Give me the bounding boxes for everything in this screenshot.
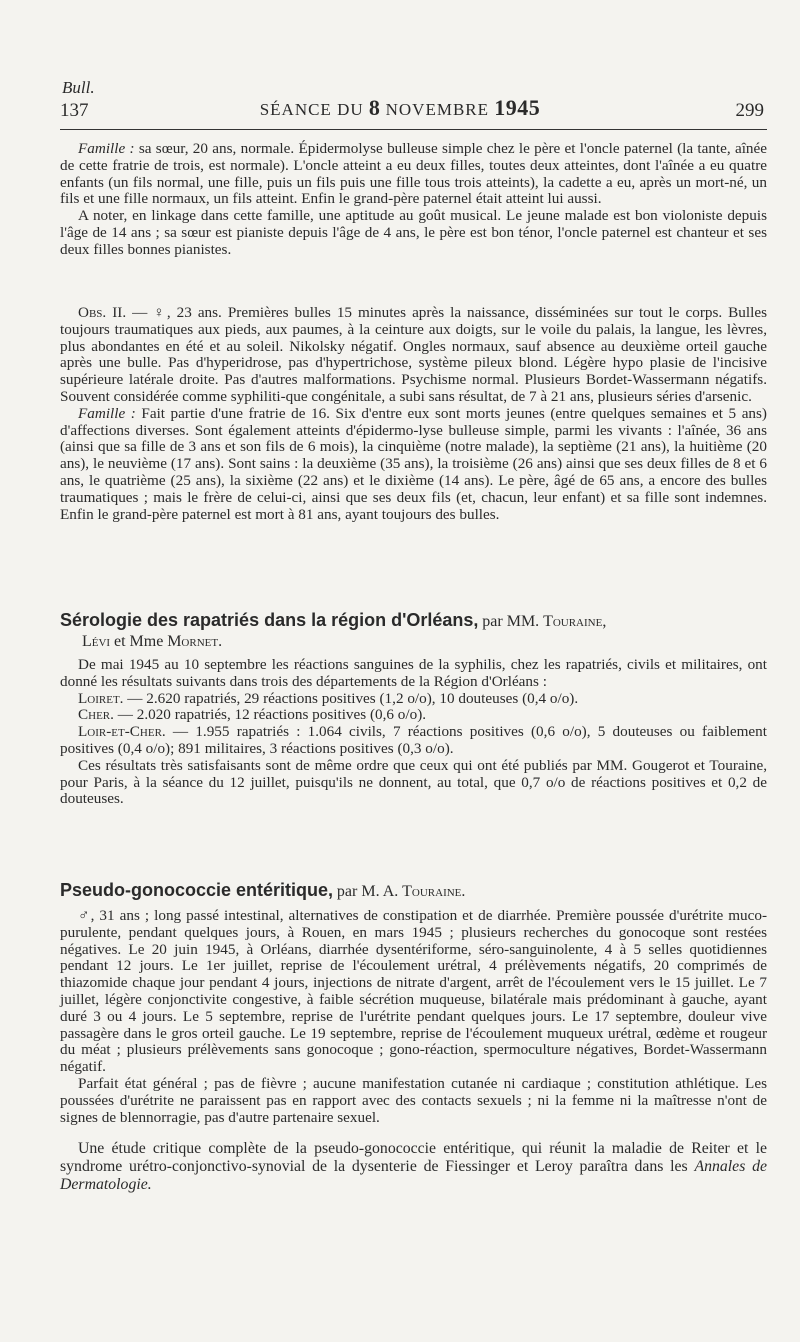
running-header xyxy=(0,96,800,122)
header-seance: SÉANCE DU xyxy=(259,100,364,119)
page-number: 299 xyxy=(735,100,764,121)
header-rule xyxy=(60,129,767,130)
author-touraine: Touraine. xyxy=(402,883,466,900)
cher-label: Cher. xyxy=(78,706,114,724)
case-family-paragraph xyxy=(60,141,767,259)
serologie-body: De mai 1945 au 10 septembre les réactions sanguines de la syphilis, chez les rapatriés, civils et militaires, ont donné les résultats suivants dans trois des départements de la Région d'Orléans : Loiret. — 2.620 rapatriés, 29 réactions positives (1,2 o/o), 10 douteuses (0,4 o/o). Cher. — 2.020 rapatriés, 12 réactions positives (0,6 o/o). Loir-et-Cher. — 1.955 rapatriés : 1.064 civils, 7 réactions positives (0,6 o/o), 5 douteuses ou faiblement positives (0,4 o/o); 891 militaires, 3 réactions positives (0,3 o/o). Ces résultats très satisfaisants sont de même ordre que ceux qui ont été publiés par MM. Gougerot et Touraine, pour Paris, à la séance du 12 juillet, puisqu'ils ne donnent, au total, que 0,7 o/o de réactions positives et 0,2 de douteuses. xyxy=(60,656,767,808)
header-year: 1945 xyxy=(494,95,541,120)
article-heading-serologie: Sérologie des rapatriés dans la région d'Orléans, par MM. Touraine, Lévi et Mme Mornet. xyxy=(60,610,607,650)
famille-label-2: Famille : xyxy=(78,404,136,422)
famille-text: sa sœur, 20 ans, normale. Épidermolyse bulleuse simple chez le père et l'oncle paternel (la tante, aînée de cette fratrie de trois, est normale). L'oncle atteint a eu deux filles, toutes deux atteintes, dont l'aînée a eu quatre enfants (un fils normal, une fille, puis un fils puis une fille tous trois atteints), la cadette a eu, après un mort-né, un fils et une fille normaux, un fils atteint. Enfin le grand-père paternel était atteint lui aussi. xyxy=(60,140,768,208)
final-paragraph: Une étude critique complète de la pseudo-gonococcie entéritique, qui réunit la maladie de Reiter et le syndrome urétro-conjonctivo-synovial de la dysenterie de Fiessinger et Leroy paraîtra dans les Annales de Dermatologie. xyxy=(60,1140,767,1193)
article-title: Pseudo-gonococcie entéritique, xyxy=(60,880,334,900)
header-day: 8 xyxy=(368,95,381,120)
loir-et-cher-label: Loir-et-Cher. xyxy=(78,723,166,741)
issue-number: 137 xyxy=(60,100,89,121)
author-touraine: Touraine, xyxy=(543,613,607,630)
famille-label: Famille : xyxy=(78,140,135,157)
journal-name: Annales de Dermatologie. xyxy=(60,1157,767,1193)
bulletin-label: Bull. xyxy=(62,78,95,97)
header-month: NOVEMBRE xyxy=(385,100,490,119)
author-mornet: Mornet. xyxy=(167,633,223,650)
author-levi: Lévi xyxy=(82,633,111,650)
loiret-label: Loiret. xyxy=(78,689,124,707)
article-title: Sérologie des rapatriés dans la région d'Orléans, xyxy=(60,610,479,630)
observation-2 xyxy=(60,305,767,523)
article-heading-pseudo-gonococcie: Pseudo-gonococcie entéritique, par M. A. Touraine. xyxy=(60,880,466,900)
obs-text: — ♀, 23 ans. Premières bulles 15 minutes après la naissance, disséminées sur tout le corps. Bulles toujours traumatiques aux pieds, aux paumes, à la ceinture aux doigts, sur le voile du palais, la langue, les lèvres, plus abondantes en été et au soleil. Nikolsky négatif. Ongles normaux, sauf absence au deuxième orteil gauche après une bulle. Pas d'hyperidrose, pas d'hypertrichose, système pileux blond. Légère hypo plasie de l'incisive supérieure latérale droite. Pas d'autres malformations. Psychisme normal. Plusieurs Bordet-Wassermann négatifs. Souvent considérée comme syphiliti-que congénitale, a subi sans résultat, de 7 à 21 ans, plusieurs séries d'arsenic. xyxy=(60,304,767,405)
famille-text-2: Fait partie d'une fratrie de 16. Six d'entre eux sont morts jeunes (entre quelques semaines et 5 ans) d'affections diverses. Sont également atteints d'épidermo-lyse bulleuse simple, parmi les vivants : l'aînée, 36 ans (ainsi que sa fille de 3 ans et son fils de 6 mois), la cinquième (notre malade), la septième (21 ans), la huitième (20 ans), le neuvième (17 ans). Sont sains : la deuxième (35 ans), la troisième (26 ans) ainsi que ses deux filles de 8 et 6 ans, le quatrième (25 ans), la sixième (22 ans) et le dixième (14 ans). Le père, âgé de 65 ans, a encore des bulles traumatiques ; mais le frère de celui-ci, ainsi que ses deux fils (et, chacun, leur enfant) et sa fille sont indemnes. Enfin le grand-père paternel est mort à 81 ans, ayant toujours des bulles. xyxy=(60,404,767,523)
obs-label: Obs. II. xyxy=(78,304,127,321)
linkage-note: A noter, en linkage dans cette famille, une aptitude au goût musical. Le jeune malade est bon violoniste depuis l'âge de 14 ans ; sa sœur est pianiste depuis l'âge de 4 ans, le père est bon ténor, l'oncle paternel est chanteur et ses deux filles bonnes pianistes. xyxy=(60,207,767,258)
serologie-conclusion: Ces résultats très satisfaisants sont de même ordre que ceux qui ont été publiés par MM. Gougerot et Touraine, pour Paris, à la séance du 12 juillet, puisqu'ils ne donnent, au total, que 0,7 o/o de réactions positives et 0,2 de douteuses. xyxy=(60,756,767,808)
case-description: ♂, 31 ans ; long passé intestinal, alternatives de constipation et de diarrhée. Première poussée d'urétrite muco-purulente, pendant quelques jours, à Rouen, en mars 1945 ; plusieurs recherches du gonocoque sont restées négatives. Le 20 juin 1945, à Orléans, diarrhée dysentériforme, séro-sanguinolente, 4 à 5 selles quotidiennes pendant 12 jours. Le 1er juillet, reprise de l'écoulement urétral, 4 prélèvements négatifs, 20 comprimés de thiazomide chaque jour pendant 4 jours, injections de nitrate d'argent, arrêt de l'écoulement vers le 15 juillet. Le 7 juillet, légère conjonctivite congestive, à faible sécrétion muqueuse, bilatérale mais prédominant à gauche, ayant duré 3 ou 4 jours. Le 5 septembre, reprise de l'urétrite pendant quelques jours. Le 17 septembre, douleur vive passagère dans le gros orteil gauche. Le 19 septembre, reprise de l'écoulement muqueux urétral, œdème et rougeur du méat ; plusieurs prélèvements sans gonocoque ; gono-réaction, spermoculture négatives, Bordet-Wassermann négatif. xyxy=(60,907,767,1076)
general-state: Parfait état général ; pas de fièvre ; aucune manifestation cutanée ni cardiaque ; constitution athlétique. Les poussées d'urétrite ne paraissent pas en rapport avec des contacts sexuels ; ni la femme ni la maîtresse n'ont de signes de blennorragie, pas d'autre partenaire sexuel. xyxy=(60,1074,767,1126)
serologie-intro: De mai 1945 au 10 septembre les réactions sanguines de la syphilis, chez les rapatriés, civils et militaires, ont donné les résultats suivants dans trois des départements de la Région d'Orléans : xyxy=(60,656,767,690)
pseudo-gonococcie-body xyxy=(60,908,767,1193)
